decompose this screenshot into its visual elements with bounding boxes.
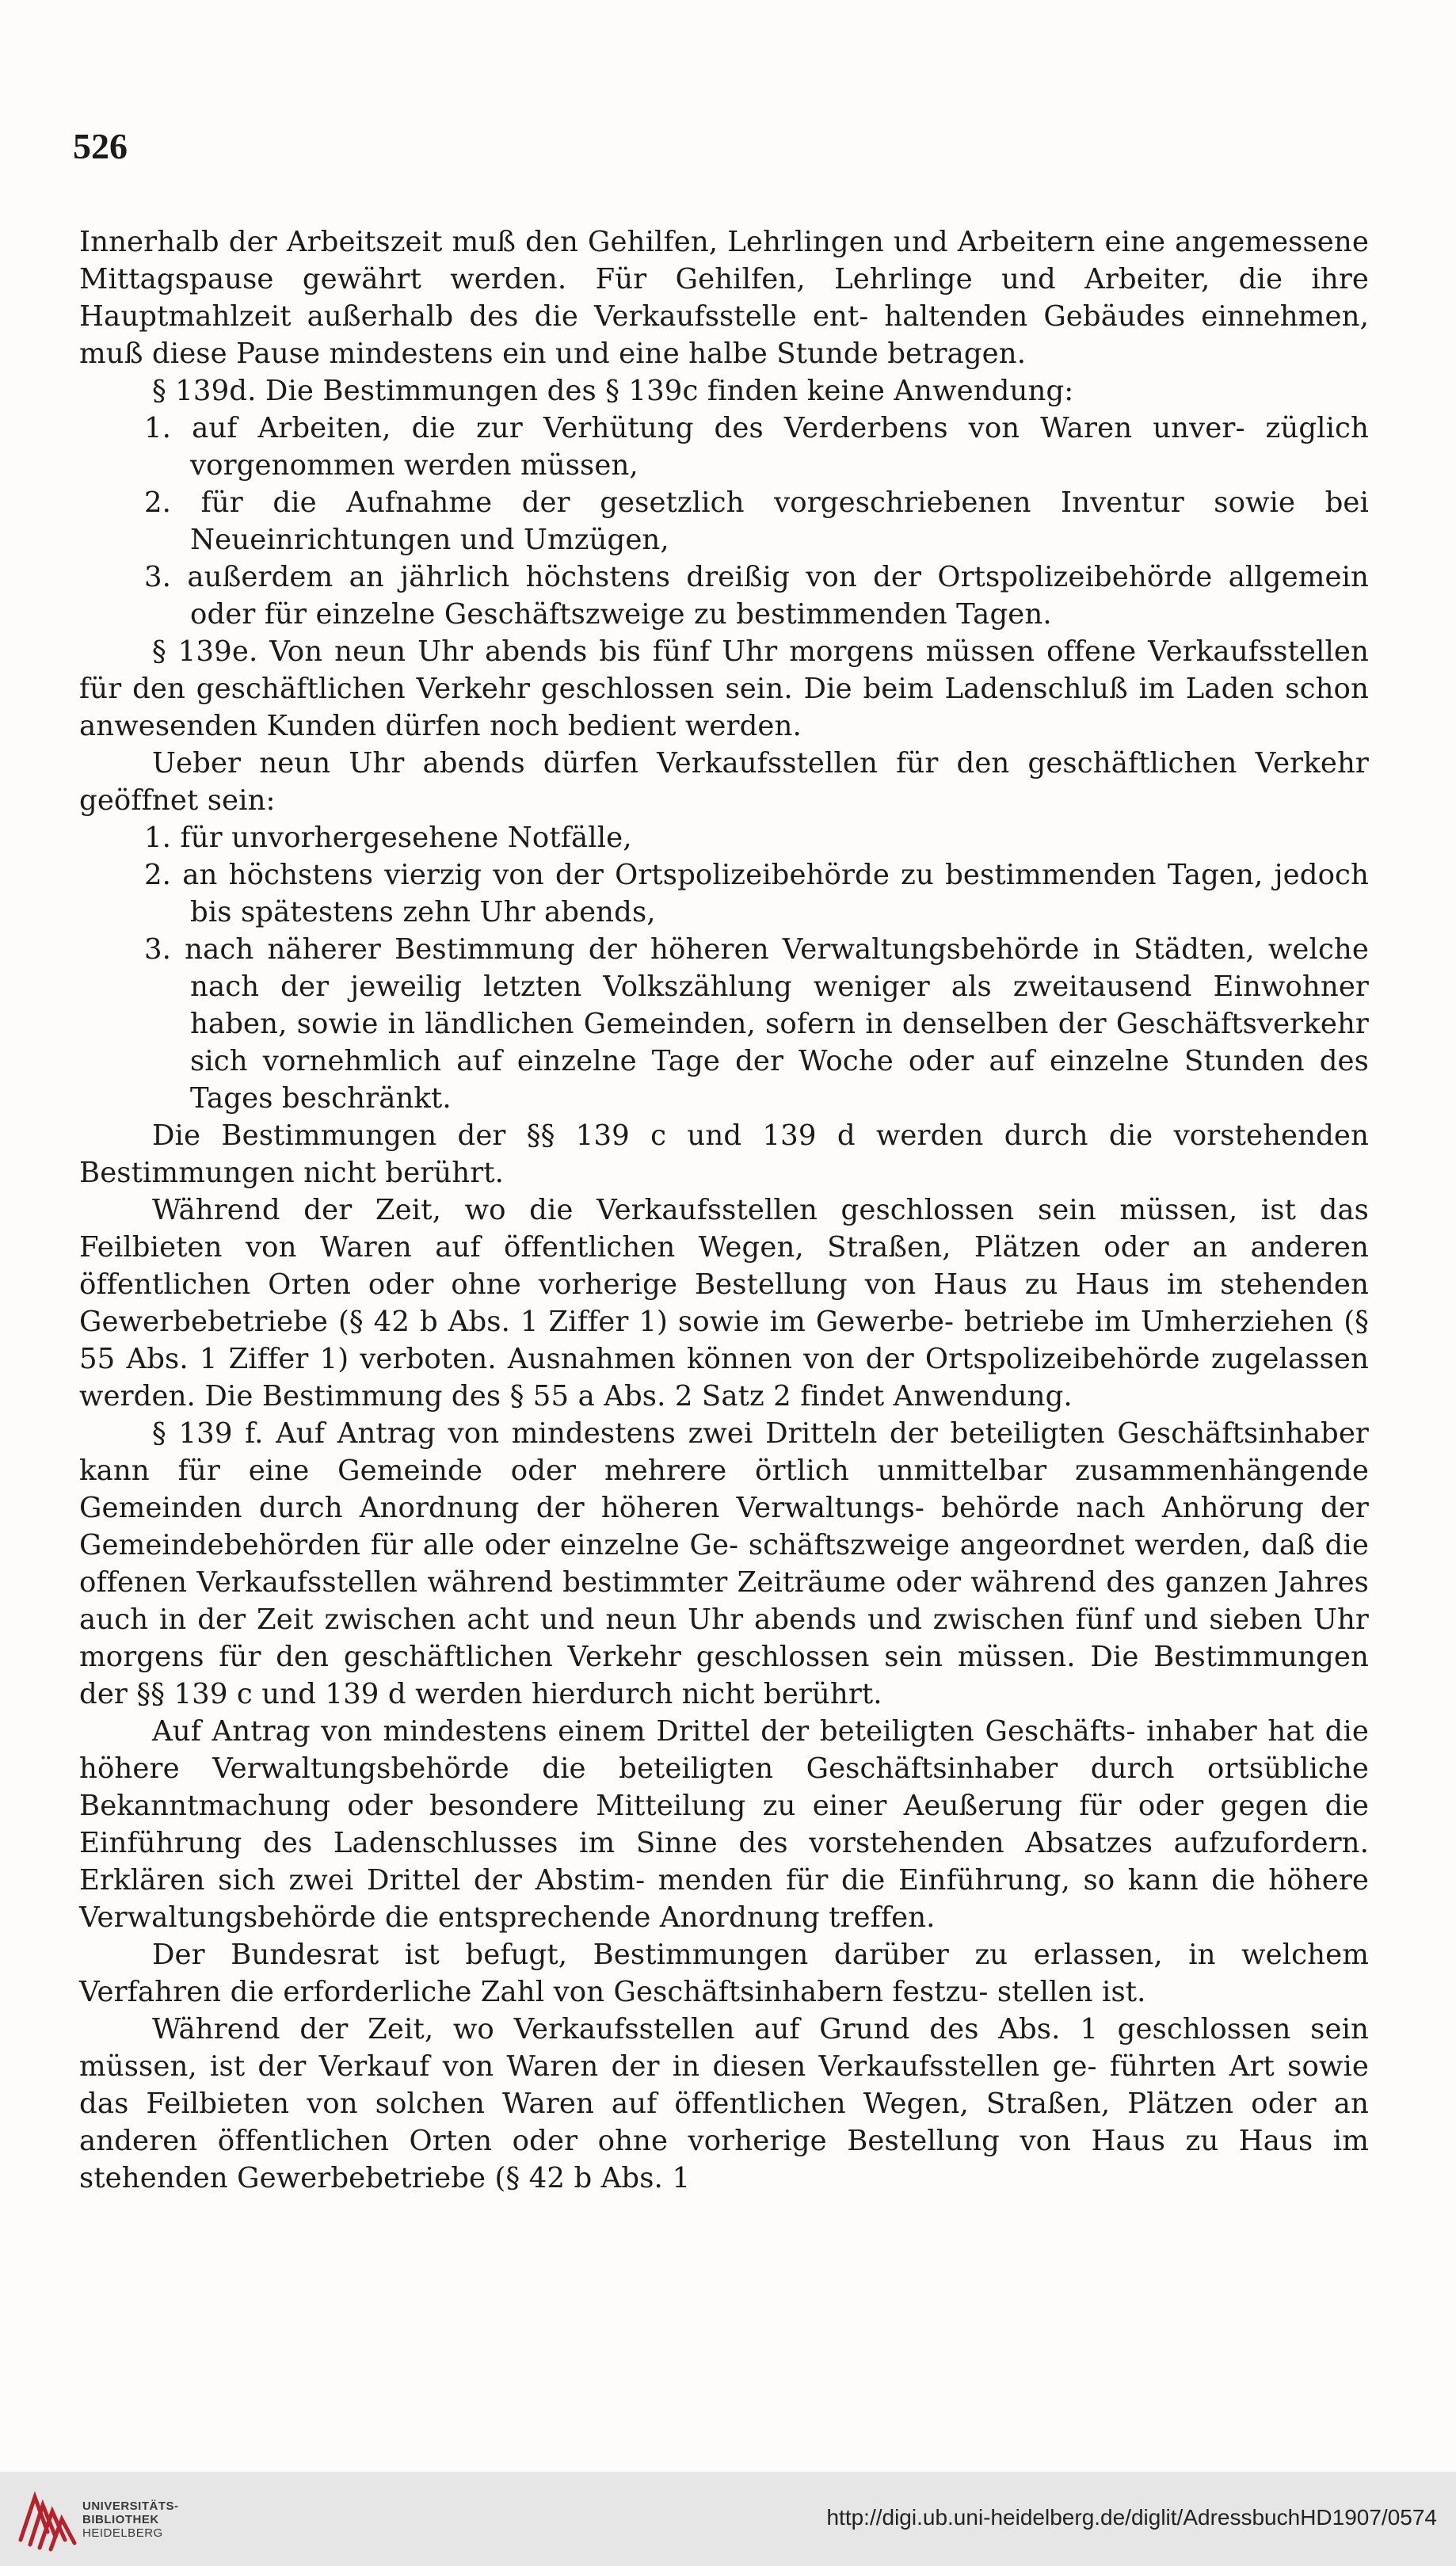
text-paragraph: Während der Zeit, wo die Verkaufsstellen geschlossen sein müssen, ist das Feilbieten von Waren auf öffentlichen Wegen, Straßen, Plätzen oder an anderen öffentlichen Orten oder ohne vorherige Bestellung von Haus zu Haus im stehenden Gewerbebetriebe (§ 42 b Abs. 1 Ziffer 1) sowie im Gewerbe- betriebe im Umherziehen (§ 55 Abs. 1 Ziffer 1) verboten. Ausnahmen können von der Ortspolizeibehörde zugelassen werden. Die Bestimmung des § 55 a Abs. 2 Satz 2 findet Anwendung. [79, 1194, 1369, 1413]
text-paragraph: Der Bundesrat ist befugt, Bestimmungen darüber zu erlassen, in welchem Verfahren die erforderliche Zahl von Geschäftsinhabern festzu- stellen ist. [79, 1939, 1369, 2008]
digital-copy-url-link[interactable]: http://digi.ub.uni-heidelberg.de/diglit/AdressbuchHD1907/0574 [826, 2505, 1437, 2530]
page-body-text [79, 223, 1369, 2197]
text-paragraph: Während der Zeit, wo Verkaufsstellen auf Grund des Abs. 1 geschlossen sein müssen, ist der Verkauf von Waren der in diesen Verkaufsstellen ge- führten Art sowie das Feilbieten von solchen Waren auf öffentlichen Wegen, Straßen, Plätzen oder an anderen öffentlichen Orten oder ohne vorherige Bestellung von Haus zu Haus im stehenden Gewerbebetriebe (§ 42 b Abs. 1 [79, 2013, 1369, 2194]
enumerated-item: 2. an höchstens vierzig von der Ortspolizeibehörde zu bestimmenden Tagen, jedoch bis spätestens zehn Uhr abends, [144, 859, 1369, 928]
library-name[interactable] [82, 2499, 179, 2540]
enumerated-item: 3. nach näherer Bestimmung der höheren Verwaltungsbehörde in Städten, welche nach der jeweilig letzten Volkszählung weniger als zweitausend Einwohner haben, sowie in ländlichen Gemeinden, sofern in denselben der Geschäftsverkehr sich vornehmlich auf einzelne Tage der Woche oder auf einzelne Stunden des Tages beschränkt. [144, 933, 1369, 1115]
heidelberg-library-logo-icon[interactable] [11, 2483, 84, 2556]
enumerated-item: 2. für die Aufnahme der gesetzlich vorgeschriebenen Inventur sowie bei Neueinrichtungen und Umzügen, [144, 486, 1369, 556]
text-paragraph: § 139e. Von neun Uhr abends bis fünf Uhr morgens müssen offene Verkaufsstellen für den geschäftlichen Verkehr geschlossen sein. Die beim Ladenschluß im Laden schon anwesenden Kunden dürfen noch bedient werden. [79, 635, 1369, 742]
text-paragraph: Ueber neun Uhr abends dürfen Verkaufsstellen für den geschäftlichen Verkehr geöffnet sein: [79, 747, 1369, 817]
enumerated-item: 3. außerdem an jährlich höchstens dreißig von der Ortspolizeibehörde allgemein oder für einzelne Geschäftszweige zu bestimmenden Tagen. [144, 561, 1369, 631]
library-name-line3: HEIDELBERG [82, 2526, 163, 2540]
library-footer-bar [0, 2472, 1456, 2566]
library-name-line1: UNIVERSITÄTS- [82, 2499, 179, 2513]
library-name-line2: BIBLIOTHEK [82, 2513, 159, 2526]
text-paragraph: Auf Antrag von mindestens einem Drittel der beteiligten Geschäfts- inhaber hat die höhere Verwaltungsbehörde die beteiligten Geschäftsinhaber durch ortsübliche Bekanntmachung oder besondere Mitteilung zu einer Aeußerung für oder gegen die Einführung des Ladenschlusses im Sinne des vorstehenden Absatzes aufzufordern. Erklären sich zwei Drittel der Abstim- menden für die Einführung, so kann die höhere Verwaltungsbehörde die entsprechende Anordnung treffen. [79, 1715, 1369, 1934]
text-paragraph: Die Bestimmungen der §§ 139 c und 139 d werden durch die vorstehenden Bestimmungen nicht berührt. [79, 1119, 1369, 1189]
text-paragraph: § 139d. Die Bestimmungen des § 139c finden keine Anwendung: [152, 375, 1074, 407]
text-paragraph: § 139 f. Auf Antrag von mindestens zwei Dritteln der beteiligten Geschäftsinhaber kann für eine Gemeinde oder mehrere örtlich unmittelbar zusammenhängende Gemeinden durch Anordnung der höheren Verwaltungs- behörde nach Anhörung der Gemeindebehörden für alle oder einzelne Ge- schäftszweige angeordnet werden, daß die offenen Verkaufsstellen während bestimmter Zeiträume oder während des ganzen Jahres auch in der Zeit zwischen acht und neun Uhr abends und zwischen fünf und sieben Uhr morgens für den geschäftlichen Verkehr geschlossen sein müssen. Die Bestimmungen der §§ 139 c und 139 d werden hierdurch nicht berührt. [79, 1417, 1369, 1710]
text-paragraph: Innerhalb der Arbeitszeit muß den Gehilfen, Lehrlingen und Arbeitern eine angemessene Mittagspause gewährt werden. Für Gehilfen, Lehrlinge und Arbeiter, die ihre Hauptmahlzeit außerhalb des die Verkaufsstelle ent- haltenden Gebäudes einnehmen, muß diese Pause mindestens ein und eine halbe Stunde betragen. [79, 226, 1369, 370]
enumerated-item: 1. für unvorhergesehene Notfälle, [144, 822, 632, 854]
enumerated-item: 1. auf Arbeiten, die zur Verhütung des Verderbens von Waren unver- züglich vorgenommen werden müssen, [144, 412, 1369, 482]
page-number: 526 [73, 126, 128, 166]
